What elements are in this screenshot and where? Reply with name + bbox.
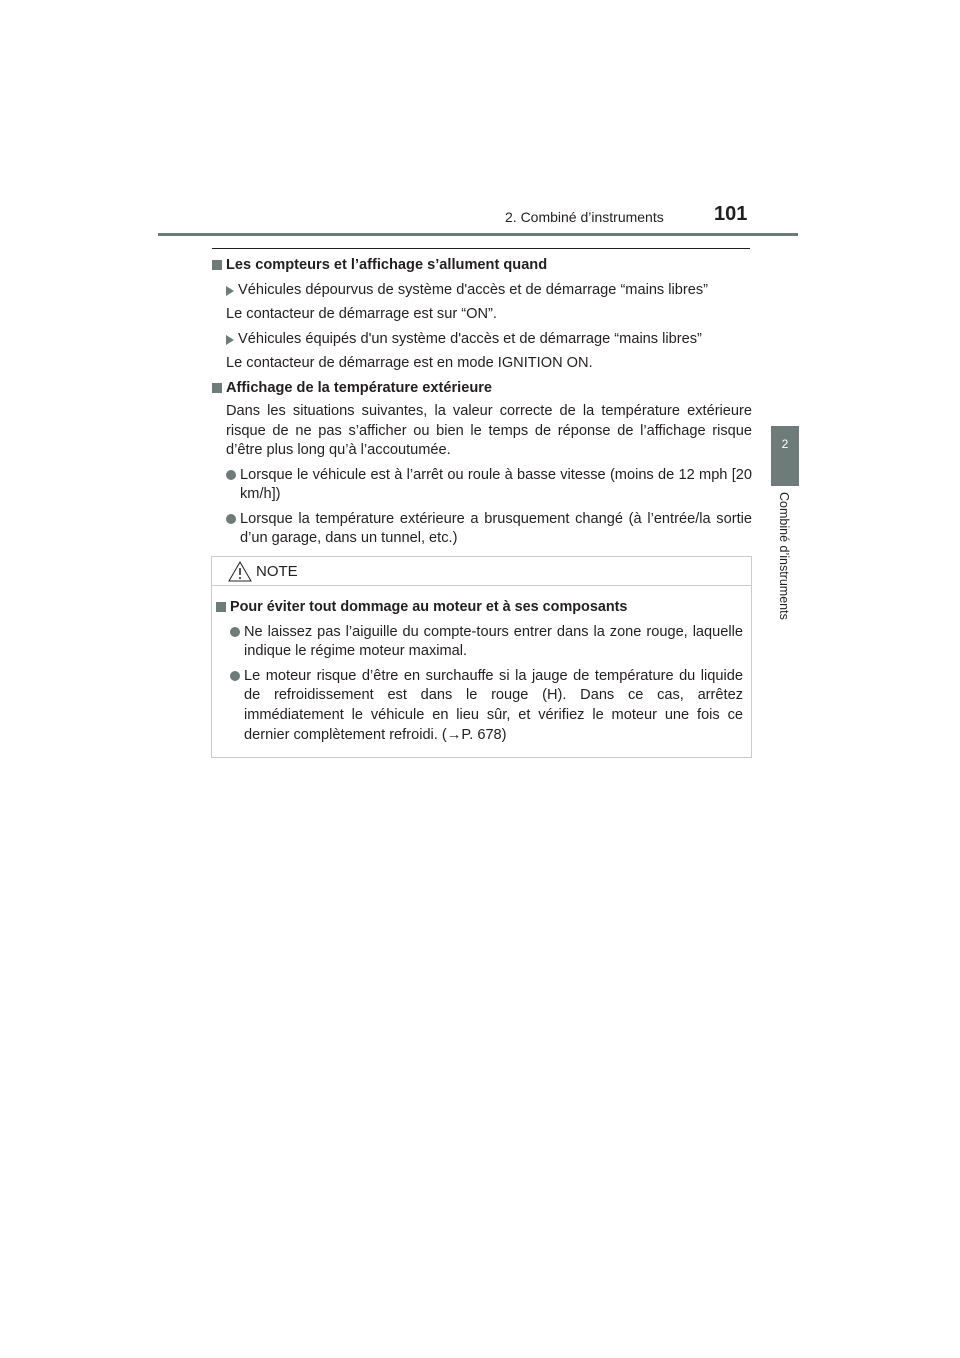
paragraph: Le contacteur de démarrage est en mode IGNITION ON. <box>226 355 593 371</box>
note-box <box>211 556 752 758</box>
list-item <box>212 510 752 549</box>
round-bullet-icon <box>226 470 236 480</box>
condition-text: Véhicules dépourvus de système d'accès et de démarrage “mains libres” <box>238 281 709 298</box>
triangle-bullet-icon <box>226 286 234 296</box>
square-bullet-icon <box>216 602 226 612</box>
section1-heading <box>212 256 752 276</box>
note-item <box>216 623 743 662</box>
note-label: NOTE <box>256 563 298 580</box>
section1-title: Les compteurs et l’affichage s’allument quand <box>226 257 548 273</box>
square-bullet-icon <box>212 260 222 270</box>
round-bullet-icon <box>226 514 236 524</box>
section-title: 2. Combiné d’instruments <box>505 209 664 225</box>
square-bullet-icon <box>212 383 222 393</box>
note-title: Pour éviter tout dommage au moteur et à ses composants <box>230 599 628 615</box>
round-bullet-icon <box>230 627 240 637</box>
page-number: 101 <box>714 203 748 225</box>
content-divider <box>212 248 750 249</box>
list-item-text: Lorsque le véhicule est à l’arrêt ou roule à basse vitesse (moins de 12 mph [20 km/h]) <box>240 466 752 502</box>
note-body <box>212 586 751 745</box>
list-item-text: Lorsque la température extérieure a brusquement changé (à l’entrée/la sortie d’un garage, dans un tunnel, etc.) <box>240 510 752 546</box>
round-bullet-icon <box>230 671 240 681</box>
note-item-text: Le moteur risque d’être en surchauffe si la jauge de température du liquide de refroidissement est dans le rouge (H). Dans ce cas, arrêtez immédiatement le véhicule en lieu sûr, et vérifiez le moteur une fois ce dernier complètement refroidi. (→P. 678) <box>244 667 743 743</box>
condition-item <box>212 281 752 301</box>
note-item <box>216 667 743 745</box>
warning-triangle-icon <box>228 561 252 582</box>
header-divider <box>158 233 798 236</box>
section2-title: Affichage de la température extérieure <box>226 379 493 396</box>
chapter-tab: 2 <box>771 426 799 486</box>
condition-item <box>212 330 752 350</box>
note-heading <box>216 598 743 618</box>
main-content <box>212 256 752 549</box>
list-item <box>212 466 752 505</box>
note-header <box>212 557 751 586</box>
paragraph: Dans les situations suivantes, la valeur correcte de la température extérieure risque de ne pas s’afficher ou bien le temps de réponse de l’affichage risque d’être plus long qu’à l’accoutumée. <box>226 403 752 458</box>
note-item-text: Ne laissez pas l’aiguille du compte-tours entrer dans la zone rouge, laquelle indique le régime moteur maximal. <box>244 623 743 660</box>
paragraph: Le contacteur de démarrage est sur “ON”. <box>226 306 497 322</box>
condition-text: Véhicules équipés d'un système d'accès et de démarrage “mains libres” <box>238 330 702 347</box>
section2-heading <box>212 379 752 399</box>
triangle-bullet-icon <box>226 335 234 345</box>
chapter-label: Combiné d’instruments <box>777 492 791 620</box>
